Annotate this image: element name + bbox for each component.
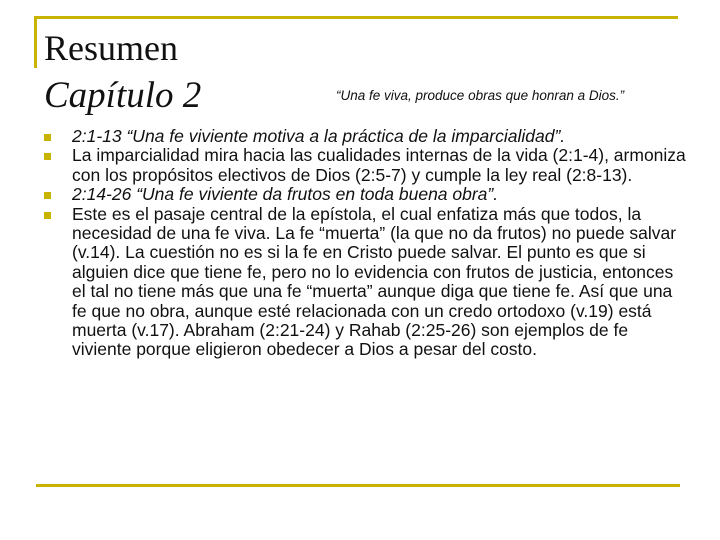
bullet-list: [40, 127, 690, 360]
square-bullet-icon: [44, 153, 51, 160]
square-bullet-icon: [44, 192, 51, 199]
bullet-text: Este es el pasaje central de la epístola, el cual enfatiza más que todos, la necesidad de una fe viva. La fe “muerta” (la que no da frutos) no puede salvar (v.14). La cuestión no es si la fe en Cristo puede salvar. El punto es que si alguien dice que tiene fe, pero no lo evidencia con frutos de justicia, entonces el tal no tiene más que una fe “muerta” aunque diga que tiene fe. Así que una fe que no obra, aunque esté relacionada con un credo ortodoxo (v.19) está muerta (v.17). Abraham (2:21-24) y Rahab (2:25-26) son ejemplos de fe viviente porque eligieron obedecer a Dios a pesar del costo.: [72, 203, 677, 360]
slide-title: Resumen: [44, 28, 178, 68]
bullet-item: [40, 205, 690, 360]
bullet-text: 2:14-26 “Una fe viviente da frutos en toda buena obra”.: [72, 184, 499, 205]
bullet-item: [40, 146, 690, 185]
bullet-text: La imparcialidad mira hacia las cualidades internas de la vida (2:1-4), armoniza con los propósitos electivos de Dios (2:5-7) y cumple la ley real (2:8-13).: [72, 145, 686, 185]
square-bullet-icon: [44, 134, 51, 141]
bullet-item: [40, 185, 690, 204]
top-rule: [34, 16, 678, 19]
bullet-text: 2:1-13 “Una fe viviente motiva a la práctica de la imparcialidad”.: [72, 126, 566, 146]
bottom-rule: [36, 484, 680, 487]
slide-subtitle: Capítulo 2: [44, 75, 202, 116]
left-rule: [34, 16, 37, 68]
square-bullet-icon: [44, 212, 51, 219]
slide-quote: “Una fe viva, produce obras que honran a Dios.”: [336, 88, 625, 103]
bullet-item: [40, 127, 690, 146]
